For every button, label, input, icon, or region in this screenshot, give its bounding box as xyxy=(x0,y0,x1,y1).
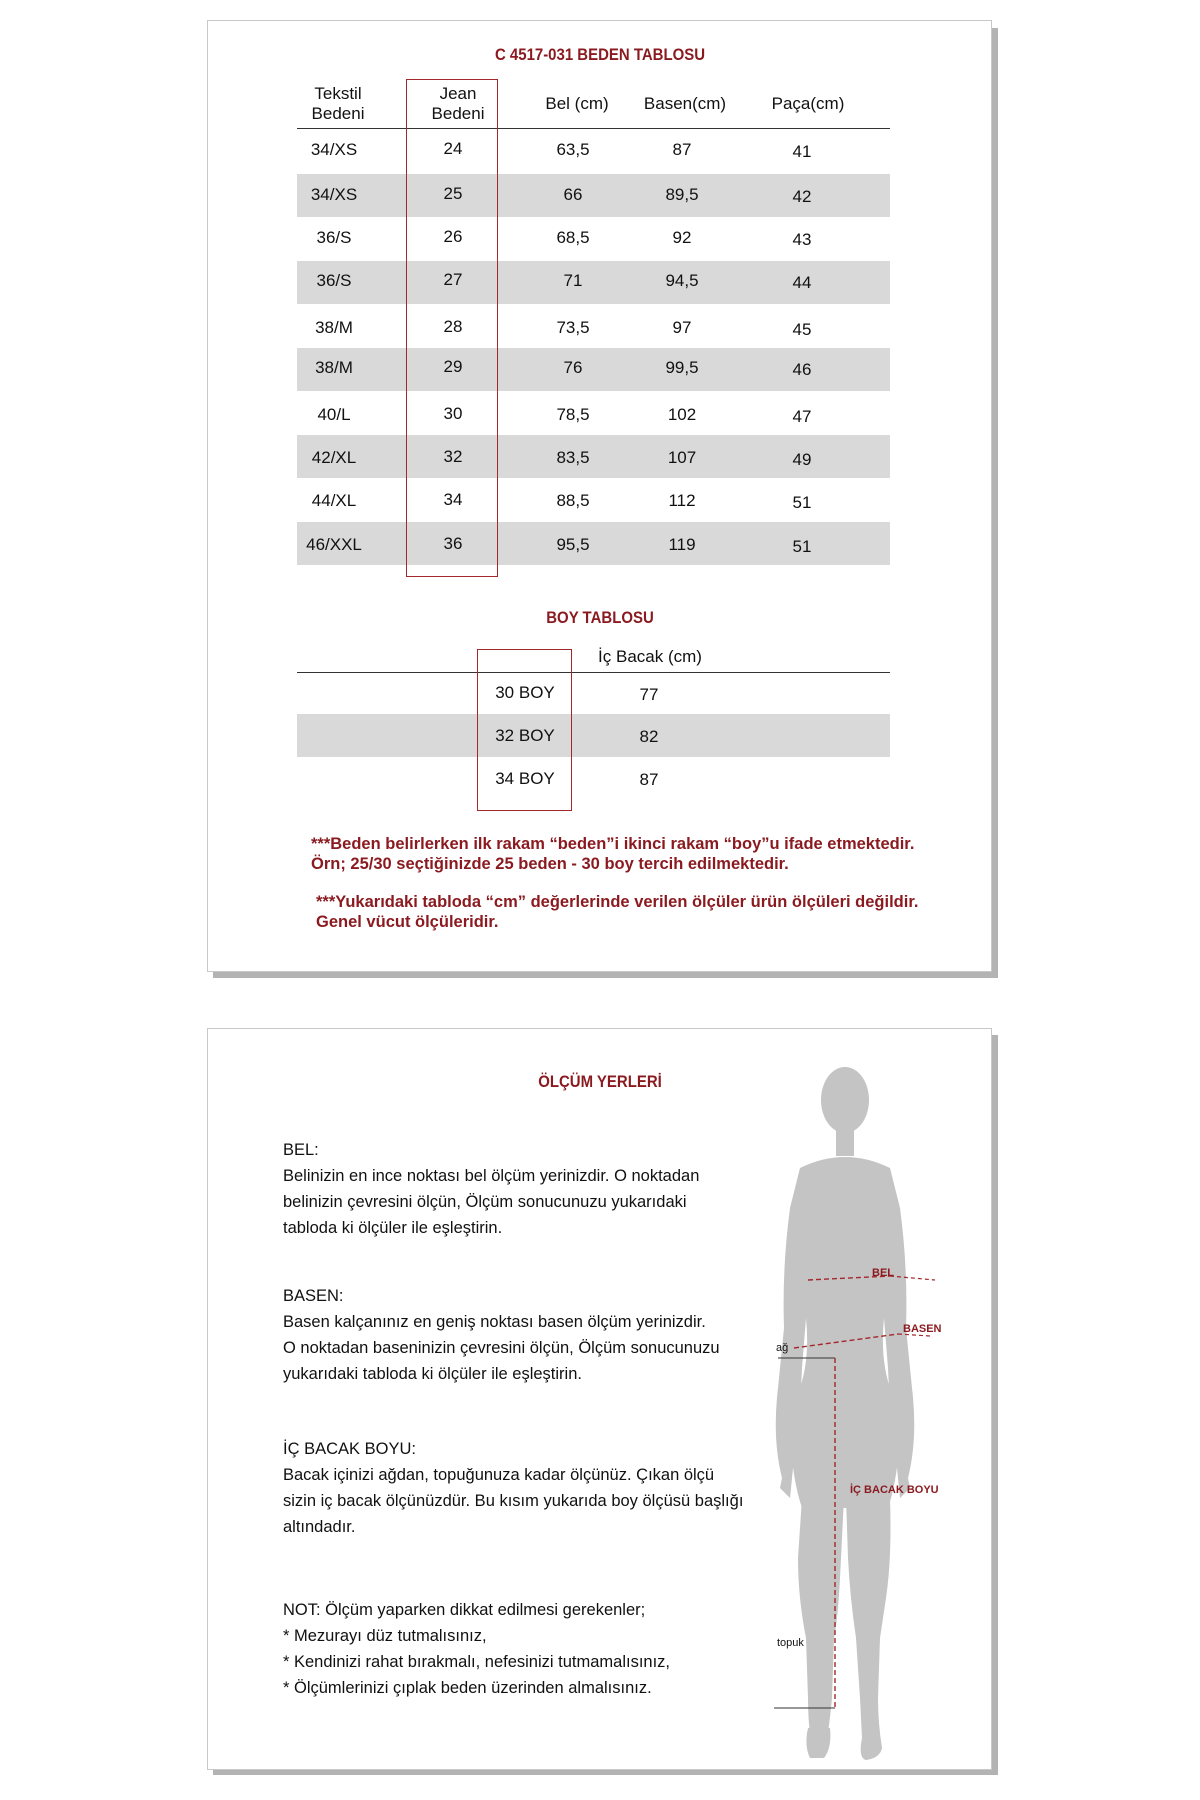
cell-boy: 34 BOY xyxy=(495,769,555,788)
cell-jean: 27 xyxy=(443,270,463,289)
cell-basen: 87 xyxy=(672,140,692,159)
note-line: Genel vücut ölçüleridir. xyxy=(316,913,499,931)
figure-label-basen: BASEN xyxy=(903,1323,942,1335)
cell-jean: 24 xyxy=(443,139,463,158)
note-line: Örn; 25/30 seçtiğinizde 25 beden - 30 boy tercih edilmektedir. xyxy=(311,855,789,873)
cell-bel: 88,5 xyxy=(556,491,590,510)
not-section xyxy=(283,1597,743,1701)
cell-tekstil: 38/M xyxy=(315,358,353,377)
boy-table-header-divider xyxy=(297,672,890,673)
cell-jean: 29 xyxy=(443,357,463,376)
basen-line: O noktadan baseninizin çevresini ölçün, Ölçüm sonucunuzu xyxy=(283,1339,720,1357)
bel-heading: BEL: xyxy=(283,1141,319,1159)
measure-title: ÖLÇÜM YERLERİ xyxy=(538,1072,662,1091)
cell-ic-bacak: 82 xyxy=(639,727,659,746)
cell-basen: 97 xyxy=(672,318,692,337)
bel-section xyxy=(283,1137,743,1241)
body-silhouette-figure xyxy=(740,1058,960,1768)
not-line: NOT: Ölçüm yaparken dikkat edilmesi gerekenler; xyxy=(283,1601,646,1619)
cell-basen: 92 xyxy=(672,228,692,247)
size-table-header-divider xyxy=(297,128,890,129)
cell-basen: 107 xyxy=(667,448,697,467)
header-tekstil-line2: Bedeni xyxy=(311,104,365,123)
cell-basen: 94,5 xyxy=(665,271,699,290)
silhouette-shape xyxy=(776,1067,915,1760)
figure-label-ag: ağ xyxy=(776,1342,789,1354)
cell-jean: 26 xyxy=(443,227,463,246)
cell-boy: 30 BOY xyxy=(495,683,555,702)
cell-tekstil: 44/XL xyxy=(311,491,357,510)
cell-bel: 76 xyxy=(563,358,583,377)
header-tekstil xyxy=(283,84,393,124)
ic-bacak-line: Bacak içinizi ağdan, topuğunuza kadar ölçünüz. Çıkan ölçü xyxy=(283,1466,715,1484)
not-line: * Ölçümlerinizi çıplak beden üzerinden almalısınız. xyxy=(283,1679,652,1697)
note-beden-boy xyxy=(311,834,951,874)
cell-boy: 32 BOY xyxy=(495,726,555,745)
cell-paca: 44 xyxy=(792,273,812,292)
cell-tekstil: 36/S xyxy=(316,271,352,290)
cell-jean: 30 xyxy=(443,404,463,423)
ic-bacak-heading: İÇ BACAK BOYU: xyxy=(283,1440,416,1458)
cell-tekstil: 34/XS xyxy=(310,185,358,204)
cell-basen: 112 xyxy=(668,491,696,510)
cell-bel: 66 xyxy=(563,185,583,204)
cell-paca: 41 xyxy=(792,142,812,161)
boy-header-ic-bacak: İç Bacak (cm) xyxy=(598,647,702,666)
header-jean-line1: Jean xyxy=(439,84,477,103)
cell-paca: 46 xyxy=(792,360,812,379)
not-line: * Mezurayı düz tutmalısınız, xyxy=(283,1627,487,1645)
basen-line: Basen kalçanınız en geniş noktası basen ölçüm yerinizdir. xyxy=(283,1313,706,1331)
cell-bel: 95,5 xyxy=(556,535,590,554)
note-olculer xyxy=(316,892,956,932)
cell-paca: 45 xyxy=(792,320,812,339)
cell-basen: 99,5 xyxy=(665,358,699,377)
bel-line: belinizin çevresini ölçün, Ölçüm sonucunuzu yukarıdaki xyxy=(283,1193,687,1211)
cell-bel: 63,5 xyxy=(556,140,590,159)
cell-bel: 83,5 xyxy=(556,448,590,467)
header-tekstil-line1: Tekstil xyxy=(314,84,362,103)
cell-ic-bacak: 77 xyxy=(639,685,659,704)
cell-jean: 25 xyxy=(443,184,463,203)
cell-paca: 51 xyxy=(792,493,812,512)
header-paca: Paça(cm) xyxy=(771,94,845,113)
cell-jean: 28 xyxy=(443,317,463,336)
not-line: * Kendinizi rahat bırakmalı, nefesinizi tutmamalısınız, xyxy=(283,1653,671,1671)
cell-bel: 73,5 xyxy=(556,318,590,337)
cell-paca: 47 xyxy=(792,407,812,426)
cell-bel: 71 xyxy=(563,271,583,290)
cell-jean: 36 xyxy=(443,534,463,553)
figure-label-bel: BEL xyxy=(872,1267,894,1279)
note-line: ***Yukarıdaki tabloda “cm” değerlerinde verilen ölçüler ürün ölçüleri değildir. xyxy=(316,893,919,911)
size-table-title: C 4517-031 BEDEN TABLOSU xyxy=(494,45,706,64)
basen-heading: BASEN: xyxy=(283,1287,344,1305)
cell-jean: 34 xyxy=(443,490,463,509)
cell-basen: 89,5 xyxy=(665,185,699,204)
cell-tekstil: 34/XS xyxy=(310,140,358,159)
cell-jean: 32 xyxy=(443,447,463,466)
cell-paca: 43 xyxy=(792,230,812,249)
bel-line: Belinizin en ince noktası bel ölçüm yerinizdir. O noktadan xyxy=(283,1167,700,1185)
cell-bel: 68,5 xyxy=(556,228,590,247)
ic-bacak-section xyxy=(283,1436,743,1540)
cell-tekstil: 46/XXL xyxy=(306,535,362,554)
cell-ic-bacak: 87 xyxy=(639,770,659,789)
cell-basen: 102 xyxy=(667,405,697,424)
ic-bacak-line: altındadır. xyxy=(283,1518,356,1536)
ic-bacak-line: sizin iç bacak ölçünüzdür. Bu kısım yukarıda boy ölçüsü başlığı xyxy=(283,1492,743,1510)
cell-paca: 51 xyxy=(792,537,812,556)
figure-label-topuk: topuk xyxy=(777,1637,804,1649)
cell-tekstil: 36/S xyxy=(316,228,352,247)
note-line: ***Beden belirlerken ilk rakam “beden”i ikinci rakam “boy”u ifade etmektedir. xyxy=(311,835,915,853)
basen-section xyxy=(283,1283,743,1387)
bel-line: tabloda ki ölçüler ile eşleştirin. xyxy=(283,1219,503,1237)
header-jean-line2: Bedeni xyxy=(431,104,485,123)
basen-line: yukarıdaki tabloda ki ölçüler ile eşleştirin. xyxy=(283,1365,582,1383)
cell-paca: 49 xyxy=(792,450,812,469)
cell-tekstil: 42/XL xyxy=(311,448,357,467)
header-basen: Basen(cm) xyxy=(643,94,727,113)
cell-basen: 119 xyxy=(668,535,696,554)
figure-label-ic-bacak: İÇ BACAK BOYU xyxy=(850,1484,939,1496)
cell-paca: 42 xyxy=(792,187,812,206)
cell-tekstil: 38/M xyxy=(315,318,353,337)
cell-bel: 78,5 xyxy=(556,405,590,424)
header-bel: Bel (cm) xyxy=(545,94,609,113)
boy-table-title: BOY TABLOSU xyxy=(546,608,654,627)
cell-tekstil: 40/L xyxy=(317,405,351,424)
